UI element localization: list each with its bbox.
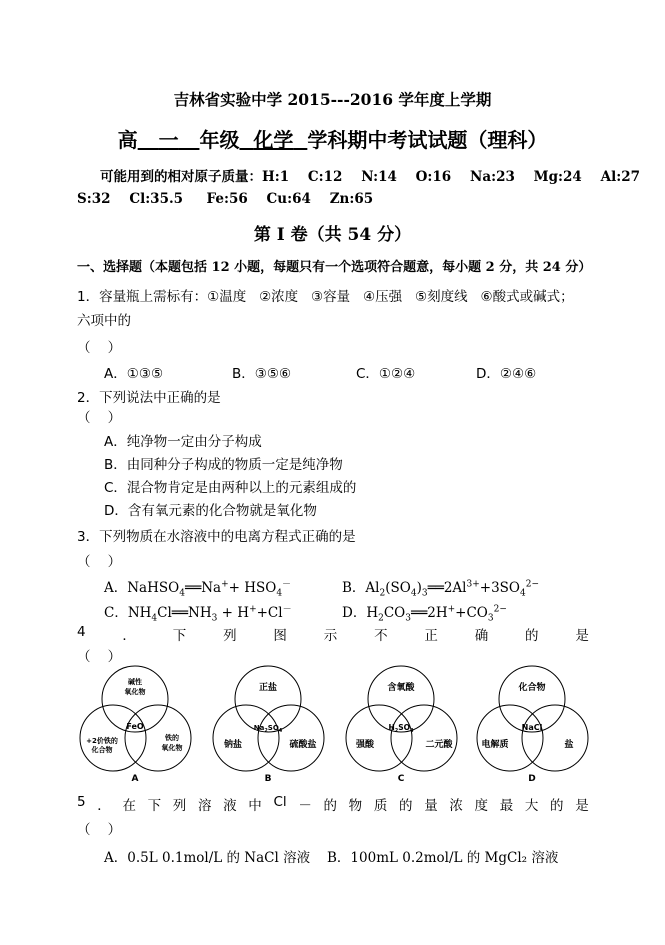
q3-option-d: D．$H_2CO_3══2H^++CO_3^{2-}$	[342, 604, 507, 624]
venn-d-circle-left	[477, 705, 543, 771]
venn-diagram-b	[213, 666, 324, 782]
venn-a-right-label-1: 铁的	[165, 734, 179, 742]
q3-answer-paren: （ ）	[77, 554, 122, 570]
section-title: 第 I 卷（共 54 分）	[253, 225, 412, 245]
q1-option-b: B．③⑤⑥	[232, 366, 292, 382]
venn-c-center: $H_2SO_4$	[388, 723, 414, 734]
q2-option-c: C．混合物肯定是由两种以上的元素组成的	[104, 480, 357, 496]
section-instruction: 一、选择题（本题包括 12 小题，每题只有一个选项符合题意，每小题 2 分，共 24 分）	[77, 260, 592, 275]
q4-answer-paren: （ ）	[77, 649, 122, 665]
venn-a-top-label-2: 氧化物	[124, 688, 146, 696]
q2-option-a: A．纯净物一定由分子构成	[104, 434, 262, 450]
q5-option-a: A．0.5L 0.1mol/L 的 NaCl 溶液	[104, 850, 311, 866]
q5-stem: 5 ． 在 下 列 溶 液 中 Cl － 的 物 质 的 量 浓 度 最 大 的 是	[77, 794, 589, 814]
venn-b-left-label: 钠盐	[223, 740, 243, 750]
q3-option-c: C．$NH_4Cl══NH_3 + H^++Cl^-$	[104, 604, 292, 624]
venn-d-right-label: 盐	[564, 740, 574, 750]
venn-a-left-label-2: 化合物	[91, 746, 113, 754]
venn-diagram-a	[80, 666, 191, 782]
venn-a-center: FeO	[126, 722, 144, 731]
venn-c-left-label: 强酸	[355, 740, 375, 750]
q2-stem: 2．下列说法中正确的是	[77, 390, 221, 406]
q4-stem: 4 ． 下 列 图 示 不 正 确 的 是	[77, 624, 589, 644]
q1-answer-paren: （ ）	[77, 340, 122, 356]
venn-a-circle-right	[125, 705, 191, 771]
title-subject: 化学	[253, 128, 294, 152]
venn-b-circle-top	[235, 666, 301, 732]
q3-option-a: A．NaHSO$_4$══Na++ $HSO_4^-$	[104, 579, 292, 599]
q3-option-b: B．$Al_2(SO_4)_3══2Al^{3+}+3SO_4^{2-}$	[342, 579, 540, 599]
venn-a-left-label-1: +2价铁的	[86, 737, 118, 745]
q1-stem: 1．容量瓶上需标有：①温度 ②浓度 ③容量 ④压强 ⑤刻度线 ⑥酸式或碱式；	[77, 289, 574, 305]
venn-a-top-label-1: 碱性	[128, 678, 142, 686]
venn-a-right-label-2: 氧化物	[161, 744, 183, 752]
venn-c-letter: C	[397, 774, 405, 782]
venn-b-center: $Na_2SO_4$	[253, 724, 283, 734]
venn-b-letter: B	[264, 774, 272, 782]
venn-b-circle-left	[213, 705, 279, 771]
title-grade: 一	[158, 128, 179, 152]
venn-diagram-d	[477, 666, 588, 782]
q1-option-a: A．①③⑤	[104, 366, 164, 382]
title-mid: 年级	[199, 128, 240, 152]
venn-c-circle-left	[346, 705, 412, 771]
q2-answer-paren: （ ）	[77, 410, 122, 426]
venn-diagrams	[70, 664, 605, 782]
venn-c-top-label: 含氧酸	[387, 683, 415, 693]
venn-d-letter: D	[528, 774, 536, 782]
venn-diagram-c	[346, 666, 457, 782]
venn-d-center: NaCl	[521, 723, 543, 732]
q5-option-b: B．100mL 0.2mol/L 的 MgCl₂ 溶液	[327, 850, 559, 866]
q5-answer-paren: （ ）	[77, 822, 122, 838]
venn-d-top-label: 化合物	[518, 683, 546, 693]
q1-option-d: D．②④⑥	[476, 366, 537, 382]
venn-a-letter: A	[131, 774, 139, 782]
q1-stem-cont: 六项中的	[77, 313, 131, 329]
school-line: 吉林省实验中学 2015---2016 学年度上学期	[173, 90, 492, 109]
venn-d-circle-right	[522, 705, 588, 771]
q2-option-b: B．由同种分子构成的物质一定是纯净物	[104, 457, 343, 473]
q3-stem: 3．下列物质在水溶液中的电离方程式正确的是	[77, 529, 356, 545]
atomic-mass-line1: 可能用到的相对原子质量：H:1 C:12 N:14 O:16 Na:23 Mg:24 Al:27	[100, 169, 640, 185]
venn-c-right-label: 二元酸	[425, 740, 453, 750]
q2-option-d: D．含有氧元素的化合物就是氧化物	[104, 503, 317, 519]
title-post: 学科期中考试试题（理科）	[307, 128, 548, 152]
venn-b-right-label: 硫酸盐	[289, 740, 317, 750]
atomic-mass-line2: S:32 Cl:35.5 Fe:56 Cu:64 Zn:65	[77, 191, 374, 207]
exam-title	[0, 124, 665, 153]
title-pre: 高	[117, 128, 138, 152]
q1-option-c: C．①②④	[356, 366, 416, 382]
venn-c-circle-right	[391, 705, 457, 771]
venn-b-circle-right	[258, 705, 324, 771]
venn-d-left-label: 电解质	[481, 740, 509, 750]
venn-b-top-label: 正盐	[258, 683, 278, 693]
